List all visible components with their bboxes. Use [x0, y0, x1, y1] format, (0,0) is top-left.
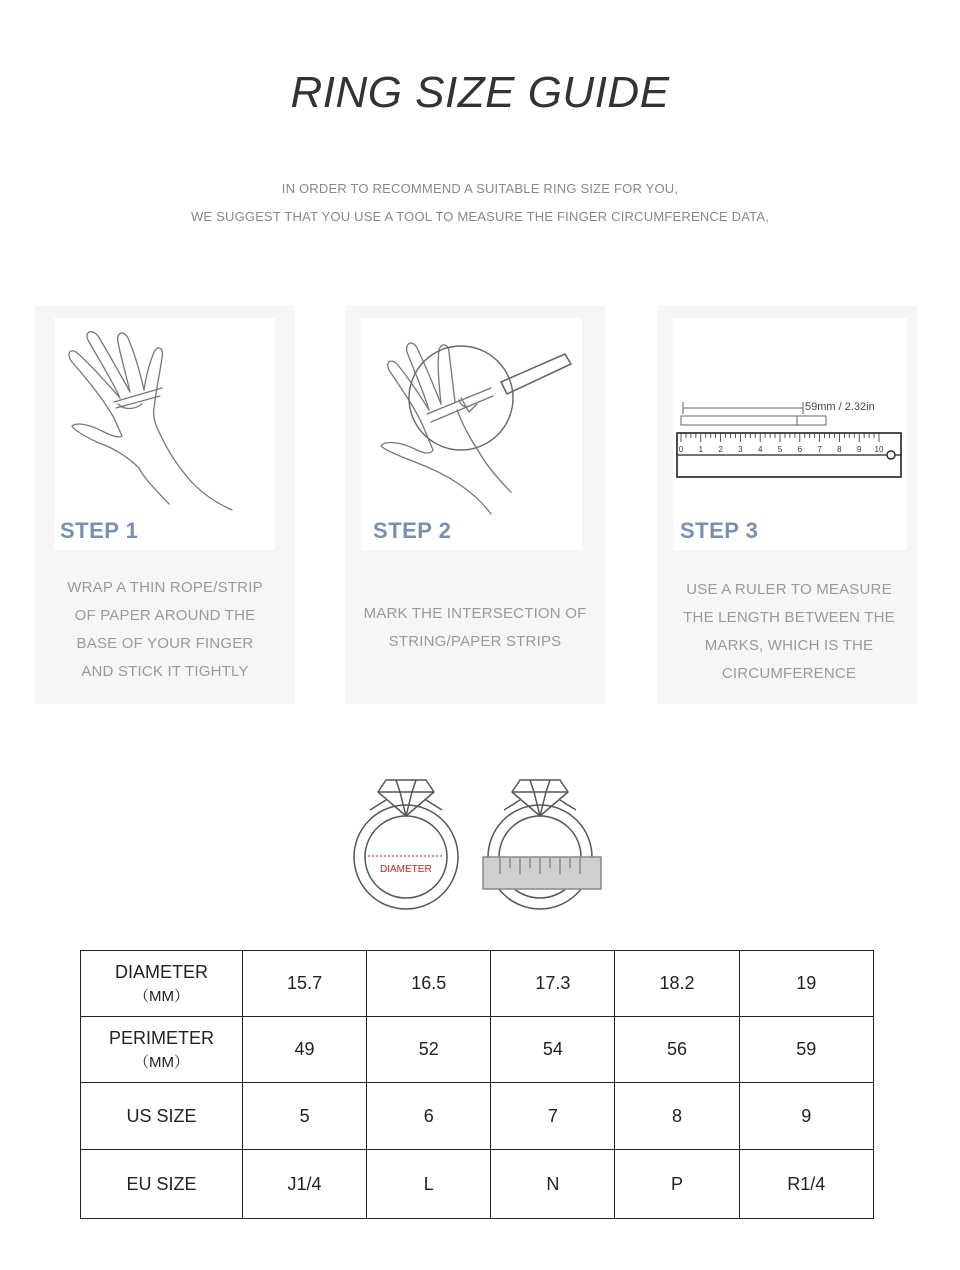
- hand-mark-icon: [361, 318, 582, 550]
- table-cell: L: [367, 1150, 491, 1219]
- table-cell: 56: [615, 1017, 739, 1083]
- step-3-text: [659, 576, 919, 688]
- step-2-line: STRING/PAPER STRIPS: [388, 633, 562, 650]
- row-header: EU SIZE: [81, 1150, 243, 1219]
- step-1-line: WRAP A THIN ROPE/STRIP: [67, 579, 263, 596]
- ruler-tick-label: 3: [738, 445, 743, 454]
- page-title: RING SIZE GUIDE: [290, 68, 670, 117]
- step-2-text: [345, 600, 605, 656]
- step-3-image: [673, 318, 907, 550]
- ruler-icon: [673, 318, 907, 550]
- table-cell: 8: [615, 1083, 739, 1150]
- table-cell: 6: [367, 1083, 491, 1150]
- table-cell: 52: [367, 1017, 491, 1083]
- ruler-tick-label: 9: [856, 445, 862, 454]
- ruler-tick-label: 7: [817, 445, 822, 454]
- step-1-card: [35, 306, 295, 704]
- step-1-line: BASE OF YOUR FINGER: [76, 635, 254, 652]
- step-1-image: [54, 318, 275, 550]
- step-1-label: STEP 1: [60, 518, 139, 543]
- step-3-line: MARKS, WHICH IS THE: [704, 637, 874, 654]
- table-cell: J1/4: [243, 1150, 367, 1219]
- step-2-image: [361, 318, 582, 550]
- ring-diameter-icon: [354, 780, 458, 909]
- ruler-tick-label: 8: [837, 445, 842, 454]
- step-2-card: [345, 306, 605, 704]
- step-2-line: MARK THE INTERSECTION OF: [363, 605, 587, 622]
- ruler-tick-label: 1: [698, 445, 704, 454]
- table-row-us-size: [81, 1083, 874, 1150]
- table-cell: R1/4: [739, 1150, 873, 1219]
- row-header: US SIZE: [81, 1083, 243, 1150]
- step-3-line: USE A RULER TO MEASURE: [686, 581, 892, 598]
- step-3-label: STEP 3: [680, 518, 759, 543]
- row-header-unit: （MM）: [134, 1053, 189, 1071]
- step-1-line: OF PAPER AROUND THE: [74, 607, 256, 624]
- ruler-caption: 59mm / 2.32in: [805, 401, 875, 413]
- table-cell: 19: [739, 951, 873, 1017]
- table-cell: 7: [491, 1083, 615, 1150]
- step-2-label: STEP 2: [373, 518, 452, 543]
- step-1-line: AND STICK IT TIGHTLY: [81, 663, 249, 680]
- row-header-unit: （MM）: [134, 987, 189, 1005]
- step-3-line: THE LENGTH BETWEEN THE: [683, 609, 895, 626]
- table-cell: 9: [739, 1083, 873, 1150]
- step-1-text: [35, 574, 295, 686]
- row-header-label: PERIMETER: [108, 1027, 214, 1048]
- table-cell: 54: [491, 1017, 615, 1083]
- table-cell: P: [615, 1150, 739, 1219]
- ruler-tick-label: 10: [874, 445, 884, 454]
- ruler-tick-label: 5: [777, 445, 783, 454]
- ruler-tick-label: 2: [718, 445, 723, 454]
- intro-line-1: IN ORDER TO RECOMMEND A SUITABLE RING SIZE FOR YOU,: [281, 181, 679, 196]
- row-header-label: DIAMETER: [114, 961, 208, 982]
- table-cell: 15.7: [243, 951, 367, 1017]
- table-cell: 49: [243, 1017, 367, 1083]
- table-cell: 5: [243, 1083, 367, 1150]
- step-3-card: [657, 306, 917, 704]
- intro-line-2: WE SUGGEST THAT YOU USE A TOOL TO MEASURE THE FINGER CIRCUMFERENCE DATA,: [190, 209, 770, 224]
- table-cell: 18.2: [615, 951, 739, 1017]
- ring-size-table: [80, 950, 874, 1219]
- diameter-label: DIAMETER: [380, 864, 432, 875]
- ruler-tick-label: 4: [757, 445, 763, 454]
- ring-diagram: [350, 770, 610, 915]
- ruler-tick-label: 6: [797, 445, 803, 454]
- ruler-tick-label: 0: [678, 445, 684, 454]
- row-header: [81, 951, 243, 1017]
- table-row-perimeter: [81, 1017, 874, 1083]
- table-row-eu-size: [81, 1150, 874, 1219]
- table-cell: N: [491, 1150, 615, 1219]
- hand-wrap-icon: [54, 318, 275, 550]
- ring-ruler-icon: [483, 780, 601, 909]
- table-cell: 17.3: [491, 951, 615, 1017]
- table-row-diameter: [81, 951, 874, 1017]
- step-3-line: CIRCUMFERENCE: [721, 665, 857, 682]
- row-header: [81, 1017, 243, 1083]
- table-cell: 59: [739, 1017, 873, 1083]
- table-cell: 16.5: [367, 951, 491, 1017]
